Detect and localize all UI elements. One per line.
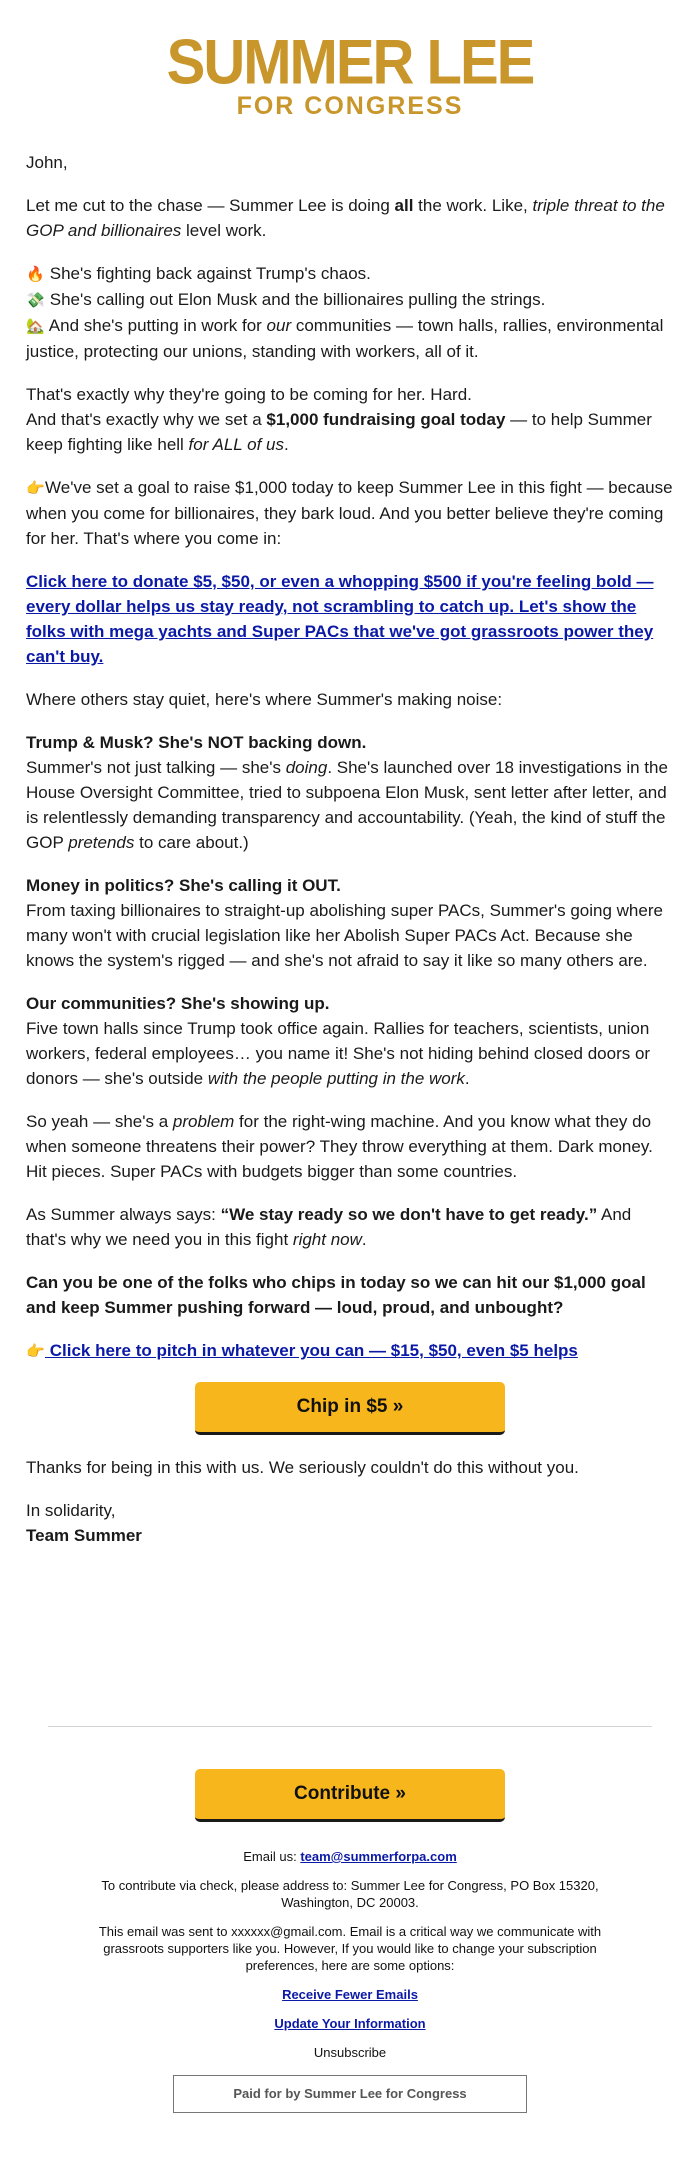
email-line [0,1848,700,1865]
bullet-text: She's fighting back against Trump's chaos. [49,264,371,283]
intro-bold: all [394,196,414,215]
goal-text: And that's exactly why we set a [26,410,267,429]
money-section [26,873,674,973]
logo [0,0,700,150]
communities-heading: Our communities? She's showing up. [26,994,330,1013]
communities-section [26,991,674,1091]
problem-text: for the right-wing machine. And you know what they do when someone threatens their power? They throw everything at them. Dark money. Hit pieces. Super PACs with budgets bigger than some countries. [26,1112,653,1181]
signoff-name: Team Summer [26,1526,142,1545]
unsubscribe-paragraph [0,2044,700,2061]
quote-text: And that's why we need you in this fight [26,1205,632,1249]
trump-text: Summer's not just talking — she's [26,758,286,777]
trump-text: to care about.) [134,833,249,852]
goal-italic: for ALL of us [188,435,284,454]
quote-paragraph [26,1202,674,1252]
intro-italic: triple threat to the GOP and billionaires [26,196,665,240]
unsubscribe-link[interactable]: Unsubscribe [313,2045,387,2060]
bullet-list [26,261,674,364]
paid-for-box: Paid for by Summer Lee for Congress [173,2075,527,2113]
update-info-paragraph [0,2015,700,2032]
quote-italic: right now [292,1230,362,1249]
problem-paragraph [26,1109,674,1184]
quote-bold: “We stay ready so we don't have to get ready.” [220,1205,598,1224]
money-heading: Money in politics? She's calling it OUT. [26,876,341,895]
logo-name: SUMMER LEE [166,27,534,98]
pointing-hand-icon: 👉 [26,479,45,497]
goal-paragraph [26,382,674,457]
sent-notice: This email was sent to xxxxxx@gmail.com. Email is a critical way we communicate with grassroots supporters like you. However, If you would like to change your subscription preferences, here are some options: [98,1924,602,1973]
chip-in-wrap [26,1382,674,1435]
problem-text: So yeah — she's a [26,1112,173,1131]
ask-bold: Can you be one of the folks who chips in today so we can hit our $1,000 goal and keep Summer pushing forward — loud, proud, and unbought? [26,1273,646,1317]
intro-text: Let me cut to the chase — Summer Lee is doing [26,196,395,215]
trump-italic: pretends [68,833,135,852]
check-address: To contribute via check, please address to: Summer Lee for Congress, PO Box 15320, Washington, DC 20003. [101,1878,599,1910]
contribute-wrap [0,1769,700,1822]
raise-text: We've set a goal to raise $1,000 today to keep Summer Lee in this fight — because when you come for billionaires, they bark loud. And you better believe they're coming for her. That's where you come in: [26,478,673,548]
trump-heading: Trump & Musk? She's NOT backing down. [26,733,367,752]
intro-text: level work. [181,221,267,240]
logo-tagline: FOR CONGRESS [236,92,464,120]
trump-section [26,730,674,855]
email-content [0,150,700,1548]
intro-text: the work. Like, [413,196,533,215]
trump-italic: doing [285,758,328,777]
money-text: From taxing billionaires to straight-up abolishing super PACs, Summer's going where many won't with crucial legislation like her Abolish Super PACs Act. Because she knows the system's rigged — and she's not afraid to say it like so many others are. [26,901,663,970]
fewer-emails-link[interactable]: Receive Fewer Emails [282,1987,418,2002]
pitch-paragraph [26,1338,674,1364]
bullet-text: And she's putting in work for [48,316,267,335]
noise-paragraph: Where others stay quiet, here's where Summer's making noise: [26,690,503,709]
signoff-text: In solidarity, [26,1501,116,1520]
donate-paragraph [26,569,674,669]
fire-icon: 🔥 [26,265,45,283]
communities-text: Five town halls since Trump took office again. Rallies for teachers, scientists, union workers, federal employees… you name it! She's not hiding behind closed doors or donors — she's outside [26,1019,651,1088]
goal-text: — to help Summer keep fighting like hell [26,410,652,454]
goal-text: That's exactly why they're going to be coming for her. Hard. [26,385,472,404]
raise-paragraph [26,475,674,551]
bullet-text: communities — town halls, rallies, environmental justice, protecting our unions, standing with workers, all of it. [26,316,664,361]
greeting: John, [26,153,68,172]
chip-in-button[interactable]: Chip in $5 » [195,1382,505,1435]
spacer [0,1566,700,1726]
bullet-italic: our [266,316,292,335]
ask-paragraph [26,1270,674,1320]
email-label: Email us: [243,1849,301,1864]
quote-text: As Summer always says: [26,1205,221,1224]
money-wings-icon: 💸 [26,291,45,309]
trump-text: . She's launched over 18 investigations in the House Oversight Committee, tried to subpoena Elon Musk, sent letter after letter, and is relentlessly demanding transparency and accountability. (Yeah, the kind of stuff the GOP [26,758,668,852]
signoff [26,1498,674,1548]
bullet-text: She's calling out Elon Musk and the billionaires pulling the strings. [49,290,546,309]
contribute-button[interactable]: Contribute » [195,1769,505,1822]
communities-text: . [464,1069,470,1088]
communities-italic: with the people putting in the work [207,1069,465,1088]
footer [0,1727,700,2113]
pointing-hand-icon: 👉 [26,1342,45,1360]
quote-text: . [361,1230,367,1249]
pitch-link[interactable]: Click here to pitch in whatever you can — $15, $50, even $5 helps [45,1341,578,1360]
problem-italic: problem [172,1112,235,1131]
intro-paragraph [26,193,674,243]
house-icon: 🏡 [26,317,45,335]
thanks-paragraph: Thanks for being in this with us. We seriously couldn't do this without you. [26,1458,579,1477]
update-info-link[interactable]: Update Your Information [274,2016,426,2031]
fewer-emails-paragraph [0,1986,700,2003]
donate-link[interactable]: Click here to donate $5, $50, or even a whopping $500 if you're feeling bold — every dollar helps us stay ready, not scrambling to catch up. Let's show the folks with mega yachts and Super PACs that we've got grassroots power they can't buy. [26,572,654,666]
email-link[interactable]: team@summerforpa.com [300,1849,457,1864]
goal-bold: $1,000 fundraising goal today [266,410,506,429]
goal-text: . [284,435,289,454]
